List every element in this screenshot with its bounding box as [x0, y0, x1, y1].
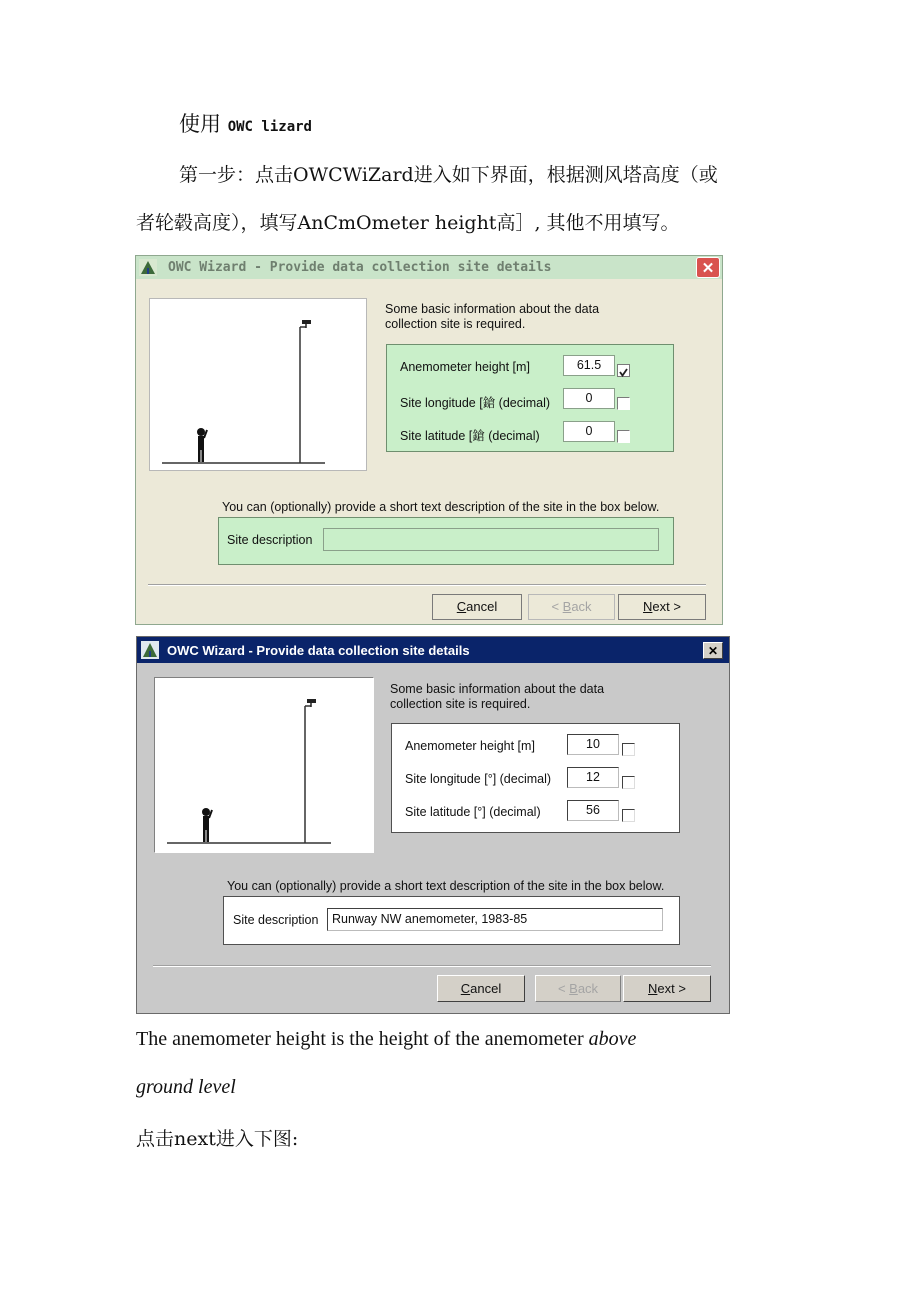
section-heading	[179, 108, 312, 138]
paragraph-step1-line1: 第一步：点击OWCWiZard进入如下界面，根据测风塔高度（或	[179, 164, 718, 186]
title-bar	[137, 637, 729, 663]
close-button[interactable]	[703, 642, 723, 659]
button-separator	[153, 965, 711, 967]
next-label: ext >	[652, 599, 681, 614]
site-description-input[interactable]	[323, 528, 659, 551]
caption-italic-ground-level: ground level	[136, 1076, 236, 1098]
site-description-group	[218, 517, 674, 565]
back-button[interactable]	[535, 975, 621, 1002]
cancel-mnemonic: C	[456, 599, 467, 614]
site-latitude-input[interactable]: 56	[567, 800, 619, 821]
intro-text	[385, 302, 599, 332]
heading-chinese: 使用	[179, 112, 221, 136]
back-button[interactable]	[528, 594, 615, 620]
checkmark-icon	[618, 367, 629, 378]
site-latitude-checkbox[interactable]	[617, 430, 630, 443]
site-fields-group	[391, 723, 680, 833]
next-button[interactable]	[623, 975, 711, 1002]
close-icon: ✕	[707, 643, 719, 658]
site-longitude-checkbox[interactable]	[617, 397, 630, 410]
window-title: OWC Wizard - Provide data collection site details	[168, 260, 552, 275]
back-prefix: <	[551, 599, 563, 614]
optional-description-text: You can (optionally) provide a short text description of the site in the box below.	[227, 879, 665, 893]
cancel-label: ancel	[470, 981, 502, 996]
app-icon	[139, 259, 157, 276]
site-description-input[interactable]: Runway NW anemometer, 1983-85	[327, 908, 663, 931]
anemometer-height-checkbox[interactable]	[622, 743, 635, 756]
site-description-label: Site description	[233, 913, 319, 927]
site-illustration	[149, 298, 367, 471]
anemometer-height-input[interactable]: 61.5	[563, 355, 615, 376]
caption-normal: The anemometer height is the height of the anemometer	[136, 1028, 589, 1050]
intro-line-1: Some basic information about the data	[385, 302, 600, 316]
caption-italic-above: above	[588, 1028, 637, 1050]
wizard-dialog-1	[135, 255, 723, 625]
intro-text	[390, 682, 604, 712]
site-longitude-label: Site longitude [°] (decimal)	[405, 772, 552, 786]
back-mnemonic: B	[562, 599, 572, 614]
site-latitude-label: Site latitude [°] (decimal)	[405, 805, 541, 819]
back-mnemonic: B	[569, 981, 578, 996]
site-description-label: Site description	[227, 533, 313, 547]
anemometer-mast-icon	[155, 678, 373, 852]
close-icon: ✕	[701, 259, 715, 277]
site-longitude-input[interactable]: 12	[567, 767, 619, 788]
anemometer-height-checkbox[interactable]	[617, 364, 630, 377]
back-label: ack	[571, 599, 592, 614]
next-label: ext >	[657, 981, 686, 996]
close-button[interactable]	[696, 257, 720, 278]
anemometer-height-input[interactable]: 10	[567, 734, 619, 755]
anemometer-mast-icon	[150, 299, 366, 470]
next-mnemonic: N	[643, 599, 653, 614]
intro-line-2: collection site is required.	[390, 697, 531, 711]
heading-mono: OWC lizard	[227, 119, 312, 135]
intro-line-1: Some basic information about the data	[390, 682, 605, 696]
caption-line-2	[136, 1076, 236, 1099]
site-longitude-checkbox[interactable]	[622, 776, 635, 789]
app-icon	[141, 641, 159, 659]
button-separator	[148, 584, 706, 586]
cancel-button[interactable]	[432, 594, 522, 620]
cancel-label: ancel	[466, 599, 498, 614]
site-latitude-checkbox[interactable]	[622, 809, 635, 822]
back-label: ack	[577, 981, 599, 996]
title-bar	[136, 256, 722, 279]
site-latitude-label: Site latitude [鎗 (decimal)	[400, 429, 540, 443]
next-mnemonic: N	[648, 981, 658, 996]
intro-line-2: collection site is required.	[385, 317, 526, 331]
next-button[interactable]	[618, 594, 706, 620]
paragraph-step1-line2: 者轮毂高度），填写AnCmOmeter height高］, 其他不用填写。	[136, 212, 680, 234]
site-latitude-input[interactable]: 0	[563, 421, 615, 442]
site-longitude-input[interactable]: 0	[563, 388, 615, 409]
site-longitude-label: Site longitude [鎗 (decimal)	[400, 396, 551, 410]
cancel-mnemonic: C	[460, 981, 471, 996]
back-prefix: <	[557, 981, 570, 996]
optional-description-text: You can (optionally) provide a short text description of the site in the box below.	[222, 500, 660, 514]
site-description-group	[223, 896, 680, 945]
site-illustration	[154, 677, 374, 853]
caption-line-1	[136, 1028, 636, 1051]
anemometer-height-label: Anemometer height [m]	[400, 360, 530, 374]
site-fields-group	[386, 344, 674, 452]
cancel-button[interactable]	[437, 975, 525, 1002]
wizard-dialog-2	[136, 636, 730, 1014]
paragraph-click-next: 点击next进入下图:	[136, 1128, 299, 1150]
window-title: OWC Wizard - Provide data collection site details	[167, 642, 470, 658]
anemometer-height-label: Anemometer height [m]	[405, 739, 535, 753]
